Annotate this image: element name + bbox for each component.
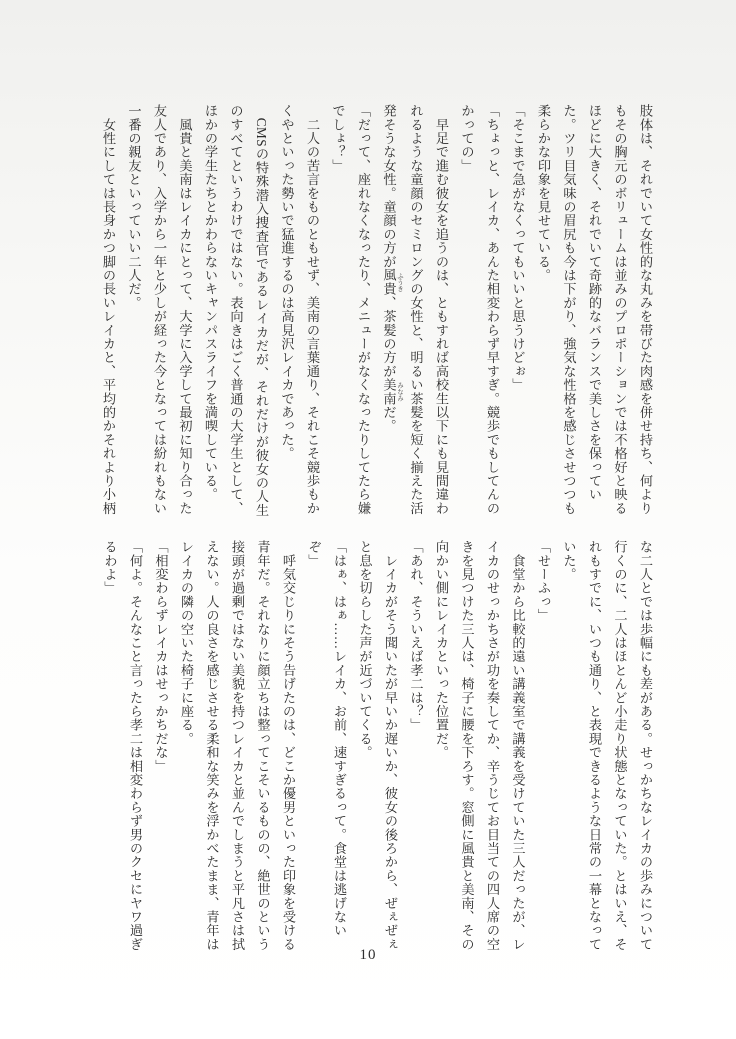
text-line: 青年だ。それなりに顔立ちは整ってこそいるものの、絶世のという	[255, 540, 271, 951]
text-line: 食堂から比較的遠い講義室で講義を受けていた三人だったが、レ	[510, 540, 526, 951]
text-line: 早足で進む彼女を追うのは、ともすれば高校生以下にも見間違わ	[434, 104, 449, 515]
text-line: ほかの学生たちとかわらないキャンパスライフを満喫している。	[203, 104, 218, 502]
text-line: 風貴と美南はレイカにとって、大学に入学して最初に知り合った	[177, 104, 193, 515]
text-line: 「そこまで急がなくってもいいと思うけどぉ」	[510, 104, 526, 392]
text-line: 「はぁ、はぁ……レイカ、お前、速すぎるって。食堂は逃げない	[332, 540, 347, 938]
text-line: もその胸元のボリュームは並みのプロポーションでは不格好と映る	[612, 104, 628, 515]
text-line: 柔らかな印象を見せている。	[536, 104, 551, 283]
text-line: イカのせっかちさが功を奏してか、辛うじてお目当ての四人席の空	[485, 540, 500, 951]
furigana-annotation: 風貴 ふうき	[381, 268, 403, 296]
text-line: ほどに大きく、それでいて奇跡的なバランスで美しさを保ってい	[587, 104, 602, 502]
text-line: 呼気交じりにそう告げたのは、どこか優男といった印象を受ける	[281, 540, 296, 951]
text-line: た。ツリ目気味の眉尻も今は下がり、強気な性格を感じさせつつも	[561, 104, 577, 515]
text-line: と息を切らした声が近づいてくる。	[357, 540, 373, 760]
text-line: レイカの隣の空いた椅子に座る。	[179, 540, 194, 746]
text-line: な二人とでは歩幅にも差がある。せっかちなレイカの歩みについて	[638, 540, 653, 951]
text-line: でしょ？」	[330, 104, 346, 173]
furigana-annotation: 美南 みなみ	[381, 378, 403, 406]
text-line: きを見つけた三人は、椅子に腰を下ろす。窓側に風貴と美南、その	[459, 540, 475, 951]
text-line: 行くのに、二人はほとんど小走り状態となっていた。とはいえ、そ	[612, 540, 628, 951]
text-line: 「だって、座れなくなったり、メニューがなくなったりしてたら嫌	[356, 104, 371, 515]
text-line: 一番の親友といっていい二人だ。	[126, 104, 142, 310]
text-line: 友人であり、入学から一年と少しが経った今となっては紛れもない	[152, 104, 167, 515]
text-line: 「ちょっと、レイカ、あんた相変わらず早すぎ。競歩でもしてんの	[485, 104, 500, 515]
text-line: 「相変わらずレイカはせっかちだな」	[153, 540, 169, 773]
text-line: かっての」	[459, 104, 475, 173]
text-line: 発そうな女性。童顔の方が風貴 ふうき、茶髪の方が美南 みなみだ。	[381, 104, 403, 433]
text-line: いた。	[561, 540, 577, 582]
text-line: 二人の苦言をものともせず、美南の言葉通り、それこそ競歩もか	[305, 104, 320, 515]
text-line: くやといった勢いで猛進するのは高見沢レイカであった。	[279, 104, 295, 461]
text-line: 「あれ、そういえば孝二は？」	[408, 540, 424, 732]
text-line: るわよ」	[102, 540, 118, 595]
text-line: CMSの特殊潜入捜査官であるレイカだが、それだけが彼女の人生	[254, 104, 269, 517]
text-line: のすべてというわけではない。表向きはごく普通の大学生として、	[228, 104, 244, 515]
text-line: ぞ」	[306, 540, 322, 568]
text-line: 女性にしては長身かつ脚の長いレイカと、平均的かそれより小柄	[101, 104, 116, 515]
text-block-top	[96, 104, 659, 516]
text-line: 向かい側にレイカといった位置だ。	[434, 540, 449, 760]
text-line: 接頭が過剰ではない美貌を持つレイカと並んでしまうと平凡さは拭	[230, 540, 245, 951]
text-block-bottom	[97, 540, 658, 952]
text-line: れるような童顔のセミロングの女性と、明るい茶髪を短く揃えた活	[408, 104, 424, 515]
text-line: 肢体は、それでいて女性的な丸みを帯びた肉感を併せ持ち、何より	[638, 104, 653, 515]
text-line: えない。人の良さを感じさせる柔和な笑みを浮かべたまま、青年は	[204, 540, 220, 951]
page-number: 10	[359, 947, 377, 963]
text-line: 「せーふっ」	[536, 540, 551, 623]
text-line: 「何よ。そんなこと言ったら孝二は相変わらず男のクセにヤワ過ぎ	[128, 540, 143, 951]
text-line: れもすでに、いつも通り、と表現できるような日常の一幕となって	[587, 540, 602, 951]
text-line: レイカがそう聞いたが早いか遅いか、彼女の後ろから、ぜぇぜぇ	[383, 540, 398, 951]
